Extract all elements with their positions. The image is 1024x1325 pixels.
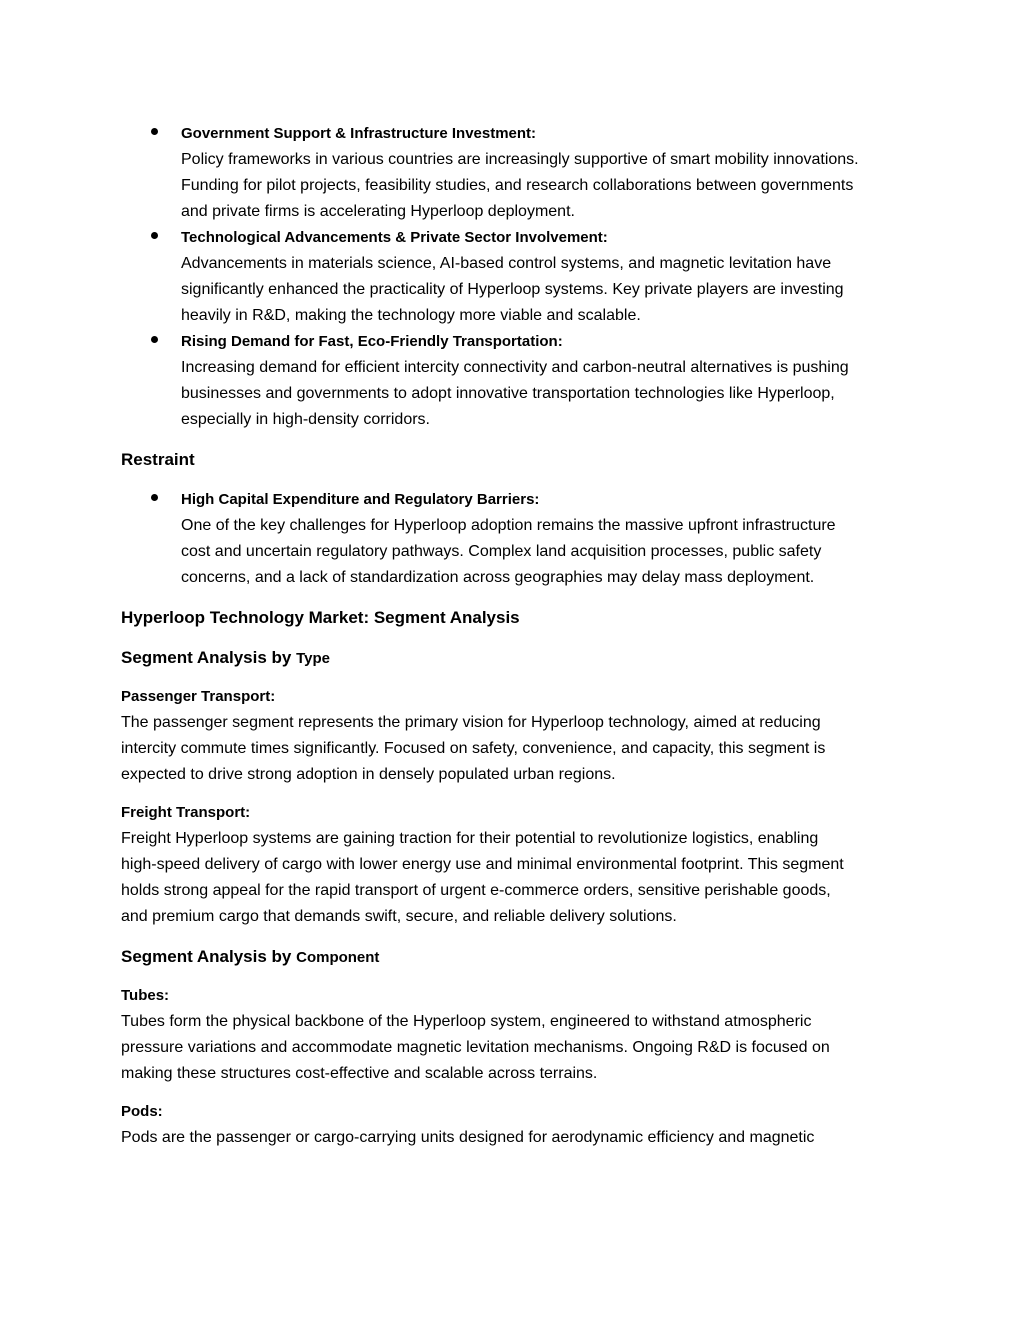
item-title: Rising Demand for Fast, Eco-Friendly Transportation: (181, 333, 563, 350)
item-line: One of the key challenges for Hyperloop adoption remains the massive upfront infrastructure (181, 517, 836, 534)
heading-prefix: Segment Analysis by (121, 947, 297, 966)
segment-title: Passenger Transport: (121, 688, 276, 705)
bullet-icon (151, 128, 158, 135)
list-item (181, 121, 911, 225)
segment-line: holds strong appeal for the rapid transport of urgent e-commerce orders, sensitive perishable goods, (121, 882, 831, 899)
heading-suffix: Component (296, 949, 380, 966)
bullet-icon (151, 494, 158, 501)
restraint-heading: Restraint (121, 450, 195, 469)
item-line: Policy frameworks in various countries are increasingly supportive of smart mobility innovations. (181, 151, 859, 168)
segment-line: Pods are the passenger or cargo-carrying units designed for aerodynamic efficiency and magnetic (121, 1129, 815, 1146)
segment-line: expected to drive strong adoption in densely populated urban regions. (121, 766, 616, 783)
bullet-icon (151, 232, 158, 239)
segment-line: intercity commute times significantly. Focused on safety, convenience, and capacity, this segment is (121, 740, 826, 757)
item-line: Advancements in materials science, AI-based control systems, and magnetic levitation have (181, 255, 832, 272)
list-item (181, 487, 911, 591)
item-line: heavily in R&D, making the technology more viable and scalable. (181, 307, 641, 324)
segment-block-pods (121, 1099, 911, 1151)
segment-line: The passenger segment represents the primary vision for Hyperloop technology, aimed at reducing (121, 714, 821, 731)
segment-block-freight (121, 800, 911, 930)
segment-title: Freight Transport: (121, 804, 251, 821)
segment-block-passenger (121, 684, 911, 788)
item-line: significantly enhanced the practicality of Hyperloop systems. Key private players are investing (181, 281, 844, 298)
item-line: Increasing demand for efficient intercity connectivity and carbon-neutral alternatives is pushing (181, 359, 849, 376)
item-line: cost and uncertain regulatory pathways. Complex land acquisition processes, public safety (181, 543, 822, 560)
segment-title: Tubes: (121, 987, 170, 1004)
item-line: concerns, and a lack of standardization across geographies may delay mass deployment. (181, 569, 815, 586)
segment-line: high-speed delivery of cargo with lower energy use and minimal environmental footprint. This segment (121, 856, 844, 873)
segment-title: Pods: (121, 1103, 163, 1120)
bullet-icon (151, 336, 158, 343)
document-page (121, 121, 911, 1151)
segment-block-tubes (121, 983, 911, 1087)
segment-line: making these structures cost-effective and scalable across terrains. (121, 1065, 598, 1082)
segment-line: and premium cargo that demands swift, secure, and reliable delivery solutions. (121, 908, 677, 925)
item-line: Funding for pilot projects, feasibility studies, and research collaborations between governments (181, 177, 854, 194)
item-line: especially in high-density corridors. (181, 411, 430, 428)
list-item (181, 225, 911, 329)
item-title: Government Support & Infrastructure Investment: (181, 125, 537, 142)
segment-line: Tubes form the physical backbone of the Hyperloop system, engineered to withstand atmospheric (121, 1013, 812, 1030)
item-title: Technological Advancements & Private Sector Involvement: (181, 229, 608, 246)
item-line: and private firms is accelerating Hyperloop deployment. (181, 203, 575, 220)
segment-line: pressure variations and accommodate magnetic levitation mechanisms. Ongoing R&D is focused on (121, 1039, 830, 1056)
segment-by-type-heading (121, 645, 911, 672)
heading-prefix: Segment Analysis by (121, 648, 297, 667)
restraint-list (121, 487, 911, 591)
item-line: businesses and governments to adopt innovative transportation technologies like Hyperloop, (181, 385, 835, 402)
heading-suffix: Type (296, 650, 331, 667)
segment-analysis-heading: Hyperloop Technology Market: Segment Analysis (121, 608, 520, 627)
list-item (181, 329, 911, 433)
segment-line: Freight Hyperloop systems are gaining traction for their potential to revolutionize logistics, enabling (121, 830, 819, 847)
item-title: High Capital Expenditure and Regulatory Barriers: (181, 491, 540, 508)
segment-by-component-heading (121, 944, 911, 971)
drivers-list (121, 121, 911, 433)
